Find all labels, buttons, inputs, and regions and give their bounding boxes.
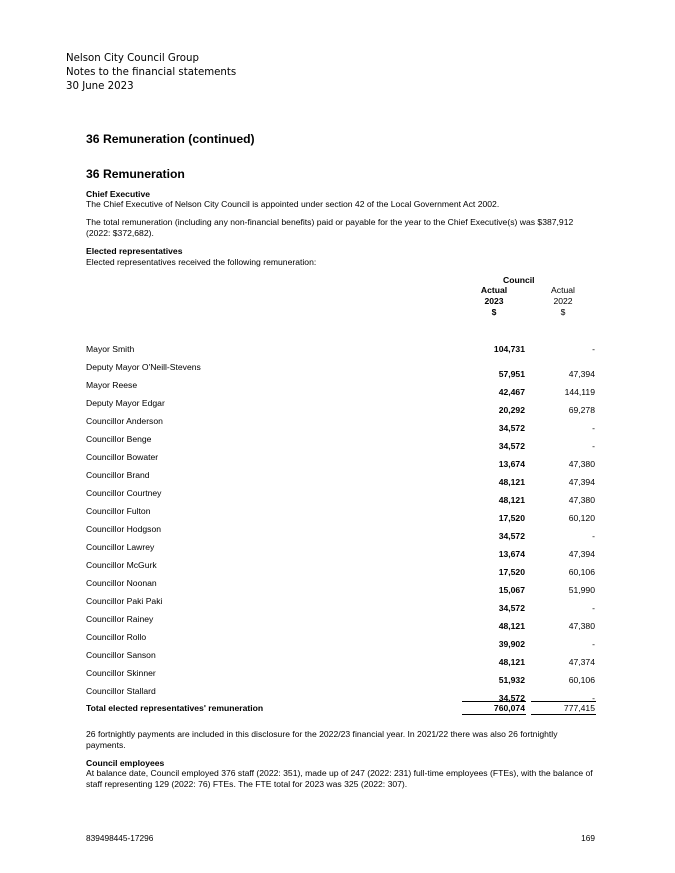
table-cell-2022: 51,990: [568, 585, 595, 595]
table-cell-2023: 20,292: [498, 405, 525, 415]
table-cell-2023: 34,572: [498, 693, 525, 703]
table-row-label: Councillor McGurk: [86, 560, 157, 570]
table-row-label: Deputy Mayor Edgar: [86, 398, 165, 408]
employees-heading: Council employees: [86, 758, 165, 768]
employees-text: At balance date, Council employed 376 staff (2022: 351), made up of 247 (2022: 231) full-time employees (FTEs), with the balance of staff representing 129 (2022: 76) FTEs. The FTE total for 2023 was 325 (2022: 307).: [86, 768, 593, 789]
table-cell-2022: 47,380: [568, 621, 595, 631]
table-cell-2022: -: [592, 531, 595, 541]
document-date: 30 June 2023: [66, 81, 134, 92]
council-group-header: Council: [503, 275, 535, 285]
footer-doc-id: 839498445-17296: [86, 833, 154, 843]
table-cell-2023: 104,731: [493, 344, 525, 354]
table-row-label: Councillor Bowater: [86, 452, 159, 462]
table-cell-2023: 34,572: [498, 531, 525, 541]
table-row-label: Councillor Courtney: [86, 488, 162, 498]
column-header-2023: Actual 2023 $: [480, 285, 508, 317]
table-cell-2022: 47,394: [568, 549, 595, 559]
table-row-label: Deputy Mayor O'Neill-Stevens: [86, 362, 201, 372]
table-row-label: Councillor Brand: [86, 470, 150, 480]
table-cell-2022: 69,278: [568, 405, 595, 415]
table-cell-2023: 13,674: [498, 459, 525, 469]
table-cell-2023: 17,520: [498, 513, 525, 523]
table-cell-2022: 47,380: [568, 495, 595, 505]
table-row-label: Councillor Skinner: [86, 668, 156, 678]
table-cell-2023: 48,121: [498, 621, 525, 631]
table-cell-2022: 47,374: [568, 657, 595, 667]
column-header-2022: Actual 2022 $: [551, 285, 575, 317]
table-cell-2022: 60,106: [568, 675, 595, 685]
table-cell-2022: -: [592, 693, 595, 703]
total-2023: 760,074: [493, 703, 525, 713]
section-heading: 36 Remuneration: [86, 167, 185, 181]
document-header: [66, 52, 236, 94]
document-title: Notes to the financial statements: [66, 67, 237, 78]
table-cell-2023: 17,520: [498, 567, 525, 577]
total-label: Total elected representatives' remuneration: [86, 703, 264, 713]
table-cell-2022: 47,380: [568, 459, 595, 469]
chief-executive-heading: Chief Executive: [86, 189, 150, 199]
total-rule-2022: [531, 714, 596, 715]
table-cell-2023: 15,067: [498, 585, 525, 595]
table-row-label: Councillor Sanson: [86, 650, 156, 660]
table-cell-2022: 47,394: [568, 477, 595, 487]
table-cell-2023: 48,121: [498, 657, 525, 667]
chief-executive-para-2: The total remuneration (including any non-financial benefits) paid or payable for the year to the Chief Executive(s) was $387,912 (2022: $372,682).: [86, 217, 574, 238]
table-row-label: Councillor Hodgson: [86, 524, 161, 534]
subtotal-rule-2022: [531, 701, 596, 702]
footer-page-number: 169: [581, 833, 595, 843]
table-cell-2022: 60,120: [568, 513, 595, 523]
total-rule-2023: [462, 714, 526, 715]
table-cell-2022: 144,119: [564, 387, 595, 397]
table-row-label: Councillor Rollo: [86, 632, 147, 642]
fortnightly-note: 26 fortnightly payments are included in this disclosure for the 2022/23 financial year. In 2021/22 there was also 26 fortnightly payments.: [86, 729, 558, 750]
table-row-label: Mayor Reese: [86, 380, 138, 390]
table-cell-2023: 42,467: [498, 387, 525, 397]
table-cell-2022: -: [592, 441, 595, 451]
table-cell-2022: 47,394: [568, 369, 595, 379]
table-row-label: Councillor Benge: [86, 434, 152, 444]
org-name: Nelson City Council Group: [66, 53, 199, 64]
table-row-label: Councillor Noonan: [86, 578, 157, 588]
table-cell-2022: -: [592, 423, 595, 433]
subtotal-rule-2023: [462, 701, 526, 702]
table-row-label: Councillor Stallard: [86, 686, 156, 696]
chief-executive-para-1: The Chief Executive of Nelson City Council is appointed under section 42 of the Local Government Act 2002.: [86, 199, 500, 209]
section-heading-continued: 36 Remuneration (continued): [86, 132, 255, 146]
table-row-label: Councillor Rainey: [86, 614, 154, 624]
table-row-label: Councillor Fulton: [86, 506, 151, 516]
table-cell-2023: 51,932: [498, 675, 525, 685]
table-cell-2022: -: [592, 344, 595, 354]
table-cell-2023: 13,674: [498, 549, 525, 559]
elected-intro: Elected representatives received the following remuneration:: [86, 257, 317, 267]
table-row-label: Councillor Anderson: [86, 416, 163, 426]
table-cell-2023: 48,121: [498, 495, 525, 505]
table-row-label: Councillor Paki Paki: [86, 596, 163, 606]
table-cell-2023: 57,951: [498, 369, 525, 379]
table-cell-2022: 60,106: [568, 567, 595, 577]
elected-heading: Elected representatives: [86, 246, 183, 256]
table-cell-2022: -: [592, 639, 595, 649]
table-cell-2023: 34,572: [498, 603, 525, 613]
table-cell-2023: 39,902: [498, 639, 525, 649]
table-cell-2023: 34,572: [498, 441, 525, 451]
total-2022: 777,415: [563, 703, 595, 713]
table-row-label: Councillor Lawrey: [86, 542, 155, 552]
table-row-label: Mayor Smith: [86, 344, 135, 354]
table-cell-2023: 48,121: [498, 477, 525, 487]
table-cell-2022: -: [592, 603, 595, 613]
table-cell-2023: 34,572: [498, 423, 525, 433]
